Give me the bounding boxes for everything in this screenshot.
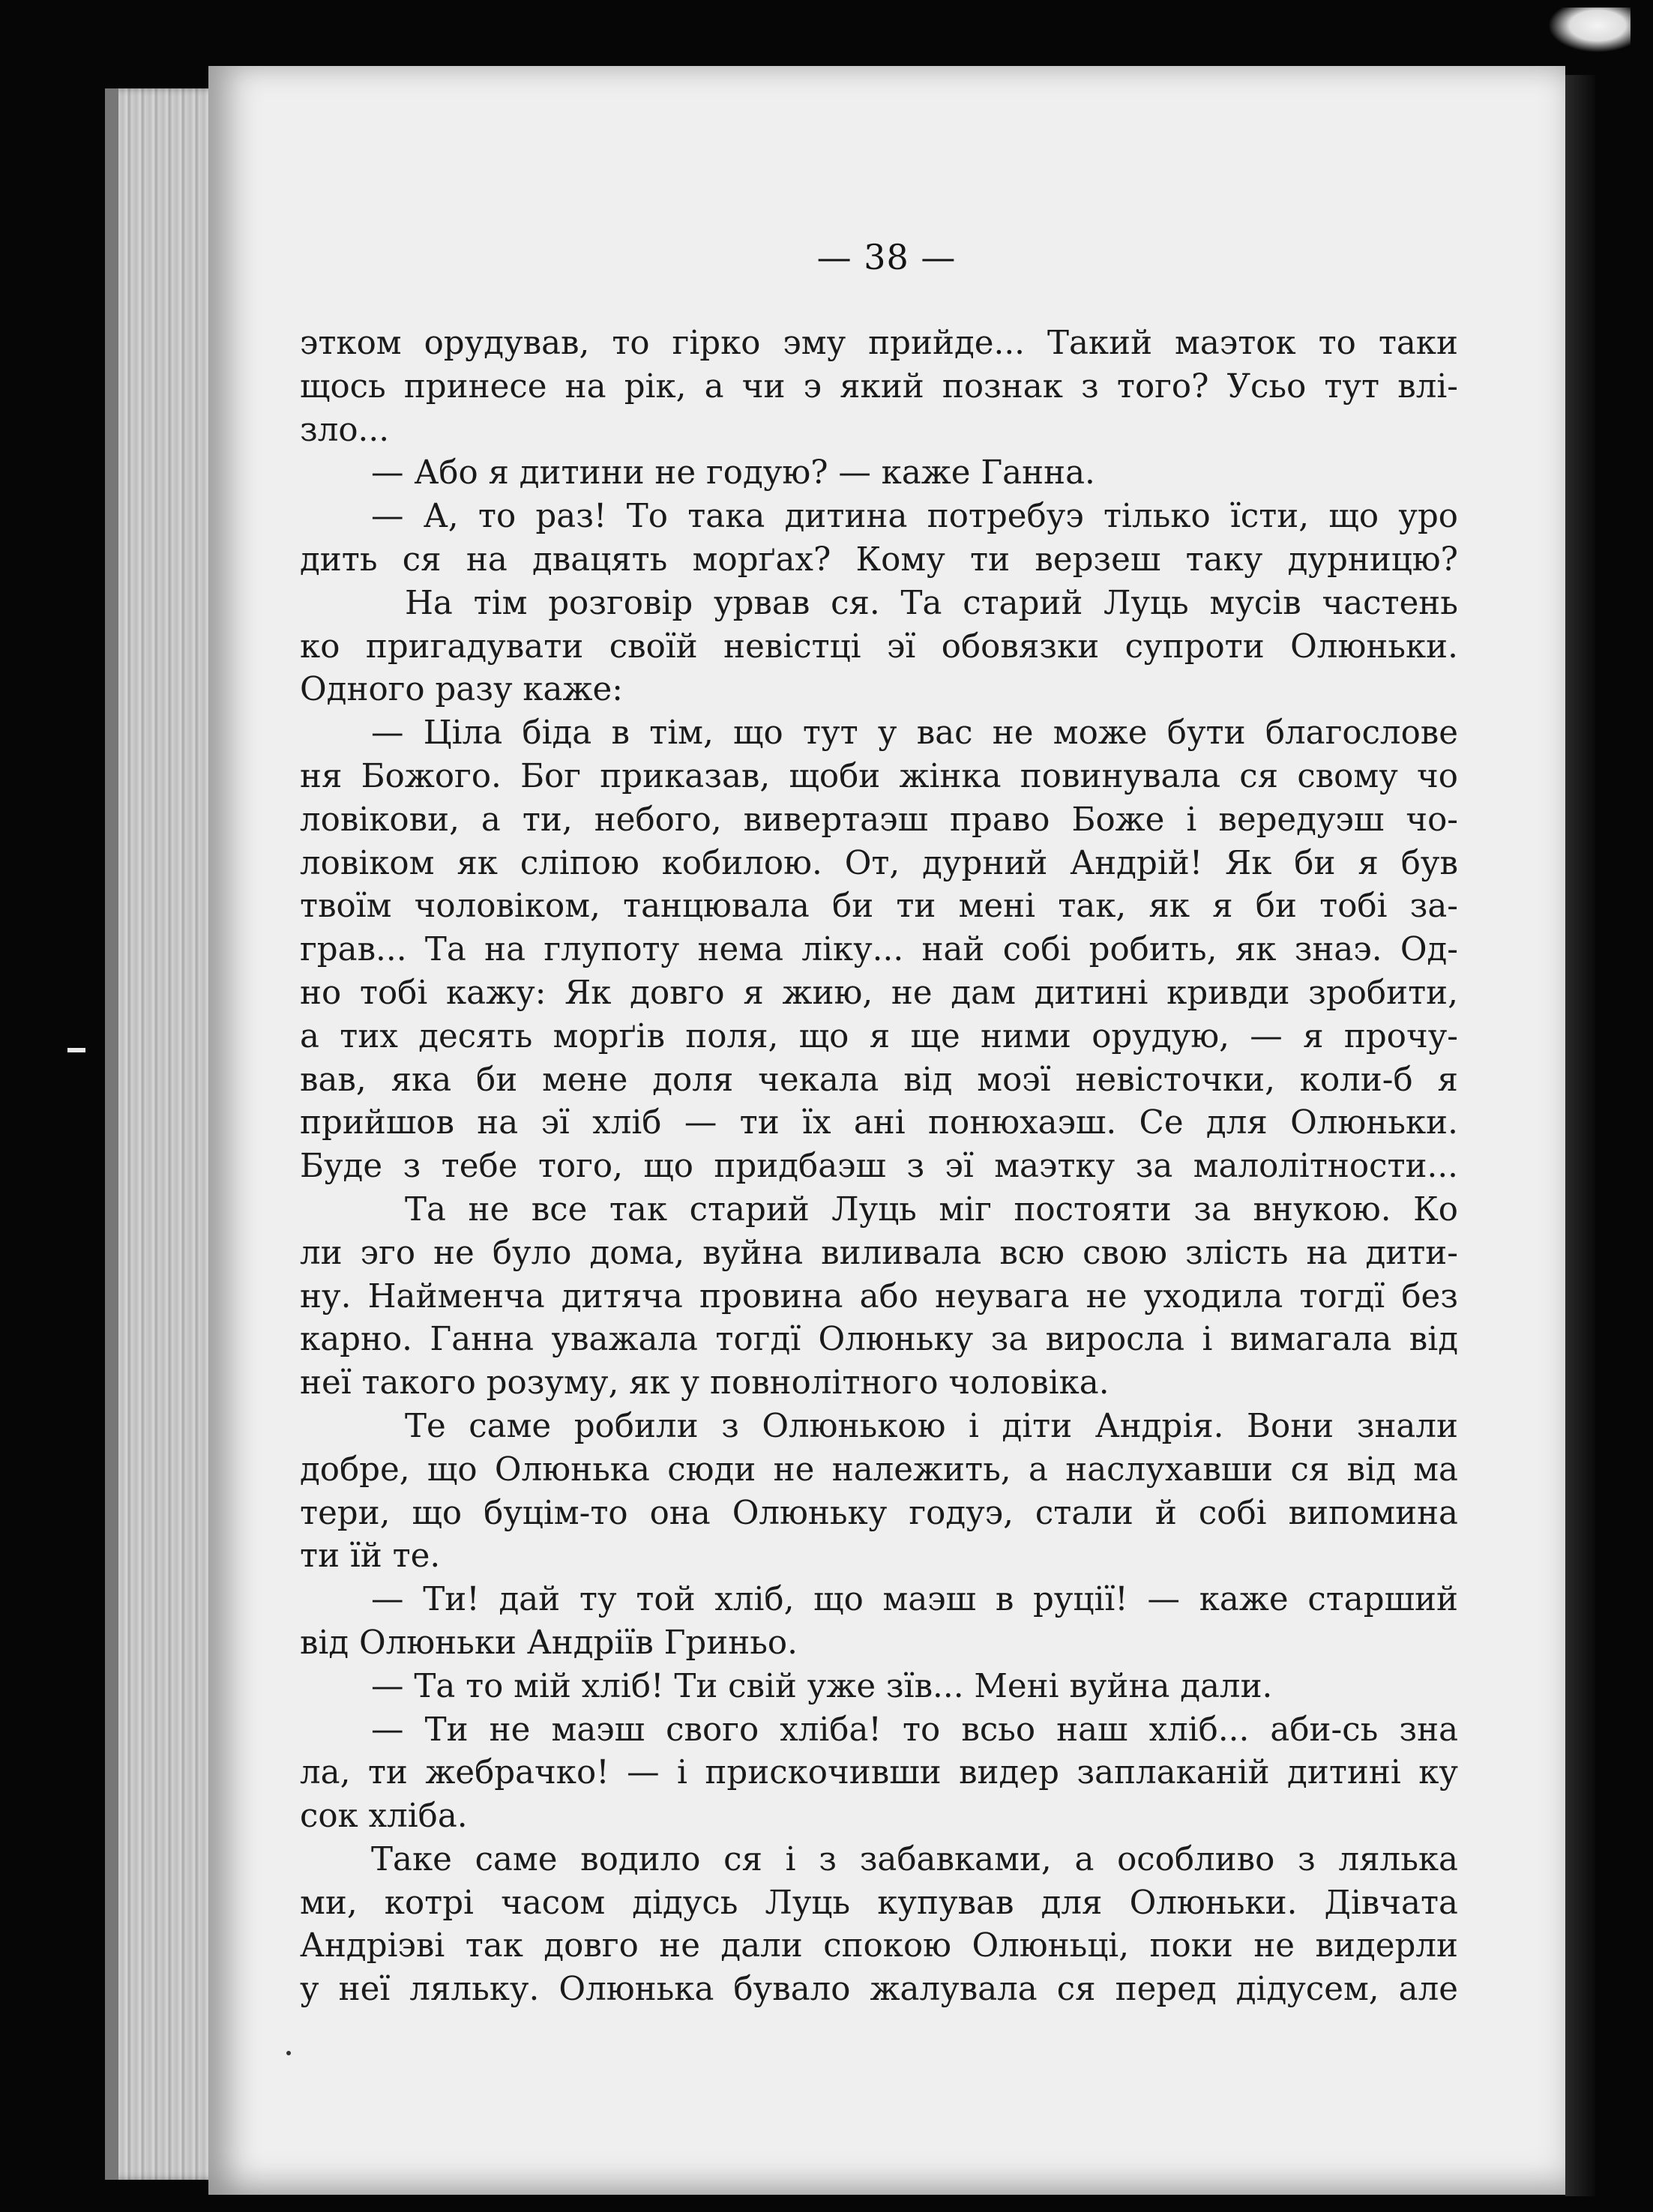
text-line: ми, котрі часом дідусь Луць купував для Олюньки. Дівчата — [300, 1884, 1458, 1922]
text-line: неї такого розуму, як у повнолітного чоловіка. — [300, 1364, 1109, 1402]
text-line: — А, то раз! То така дитина потребуэ тілько їсти, що уро — [371, 498, 1458, 536]
text-line: ловікови, а ти, небого, вивертаэш право Боже і вередуэш чо- — [300, 801, 1458, 839]
text-line: прийшов на эї хліб — ти їх ані понюхаэш. Се для Олюньки. — [300, 1104, 1458, 1142]
text-line: дить ся на двацять морґах? Кому ти верзеш таку дурницю? — [300, 540, 1458, 579]
text-line: твоїм чоловіком, танцювала би ти мені так, як я би тобі за- — [300, 887, 1458, 926]
text-line: но тобі кажу: Як довго я жию, не дам дитині кривди зробити, — [300, 974, 1458, 1012]
text-line: этком орудував, то гірко эму прийде... Такий маэток то таки — [300, 325, 1458, 362]
text-line: ли эго не було дома, вуйна виливала всю свою злість на дити- — [300, 1234, 1458, 1272]
text-line: — Або я дитини не годую? — каже Ганна. — [371, 454, 1095, 492]
text-line: ко пригадувати своїй невістці эї обовязки супроти Олюньки. — [300, 627, 1458, 666]
text-line: карно. Ганна уважала тогдї Олюньку за виросла і вимагала від — [300, 1321, 1458, 1359]
text-line: Таке саме водило ся і з забавками, а особливо з лялька — [371, 1840, 1458, 1878]
book-page-edges — [105, 88, 217, 2180]
text-line: Одного разу каже: — [300, 671, 623, 709]
page-number: — 38 — — [816, 237, 957, 277]
book-spine-shadow — [1565, 75, 1595, 2196]
text-line: Та не все так старий Луць міг постояти за внукою. Ко — [405, 1190, 1458, 1229]
text-line: щось принесе на рік, а чи э який познак з того? Усьо тут влі- — [300, 367, 1458, 406]
text-line: Андріэві так довго не дали спокою Олюньці, поки не видерли — [300, 1927, 1458, 1965]
body-text — [300, 322, 1458, 2012]
text-line: — Ціла біда в тім, що тут у вас не може бути благослове — [371, 714, 1458, 753]
text-line: сок хліба. — [300, 1797, 468, 1836]
text-line: ловіком як сліпою кобилою. От, дурний Андрій! Як би я був — [300, 844, 1458, 882]
text-line: від Олюньки Андріїв Гриньо. — [300, 1624, 798, 1662]
text-line: зло... — [300, 411, 390, 449]
text-line: — Ти не маэш свого хліба! то всьо наш хліб... аби-сь зна — [371, 1711, 1458, 1749]
scan-artifact — [1548, 7, 1631, 52]
book-edge-shadow — [105, 88, 118, 2180]
text-line: ну. Найменча дитяча провина або неувага не уходила тогдї без — [300, 1277, 1458, 1316]
text-line: — Та то мій хліб! Ти свій уже зїв... Мені вуйна дали. — [371, 1667, 1273, 1705]
text-line: На тім розговір урвав ся. Та старий Луць мусів частень — [405, 584, 1458, 622]
text-line: — Ти! дай ту той хліб, що маэш в руції! — каже старший — [371, 1581, 1458, 1619]
text-line: добре, що Олюнька сюди не належить, а наслухавши ся від ма — [300, 1450, 1458, 1489]
scan-mark — [67, 1048, 85, 1052]
text-line: ла, ти жебрачко! — і прискочивши видер заплаканій дитині ку — [300, 1754, 1458, 1792]
text-line: а тих десять морґів поля, що я ще ними орудую, — я прочу- — [300, 1017, 1458, 1055]
text-line: тери, що буцім-то она Олюньку годуэ, стали й собі випомина — [300, 1494, 1458, 1532]
text-line: Буде з тебе того, що придбаэш з эї маэтку за малолітности... — [300, 1148, 1458, 1186]
text-line: ня Божого. Бог приказав, щоби жінка повинувала ся свому чо — [300, 757, 1458, 795]
text-line: вав, яка би мене доля чекала від моэї невісточки, коли-б я — [300, 1061, 1458, 1099]
scan-dot — [286, 2051, 291, 2055]
text-line: грав... Та на глупоту нема ліку... най собі робить, як знаэ. Од- — [300, 931, 1458, 969]
text-line: Те саме робили з Олюнькою і діти Андрія. Вони знали — [405, 1407, 1458, 1445]
text-line: у неї ляльку. Олюнька бувало жалувала ся перед дідусем, але — [300, 1971, 1458, 2009]
text-line: ти їй те. — [300, 1537, 441, 1576]
